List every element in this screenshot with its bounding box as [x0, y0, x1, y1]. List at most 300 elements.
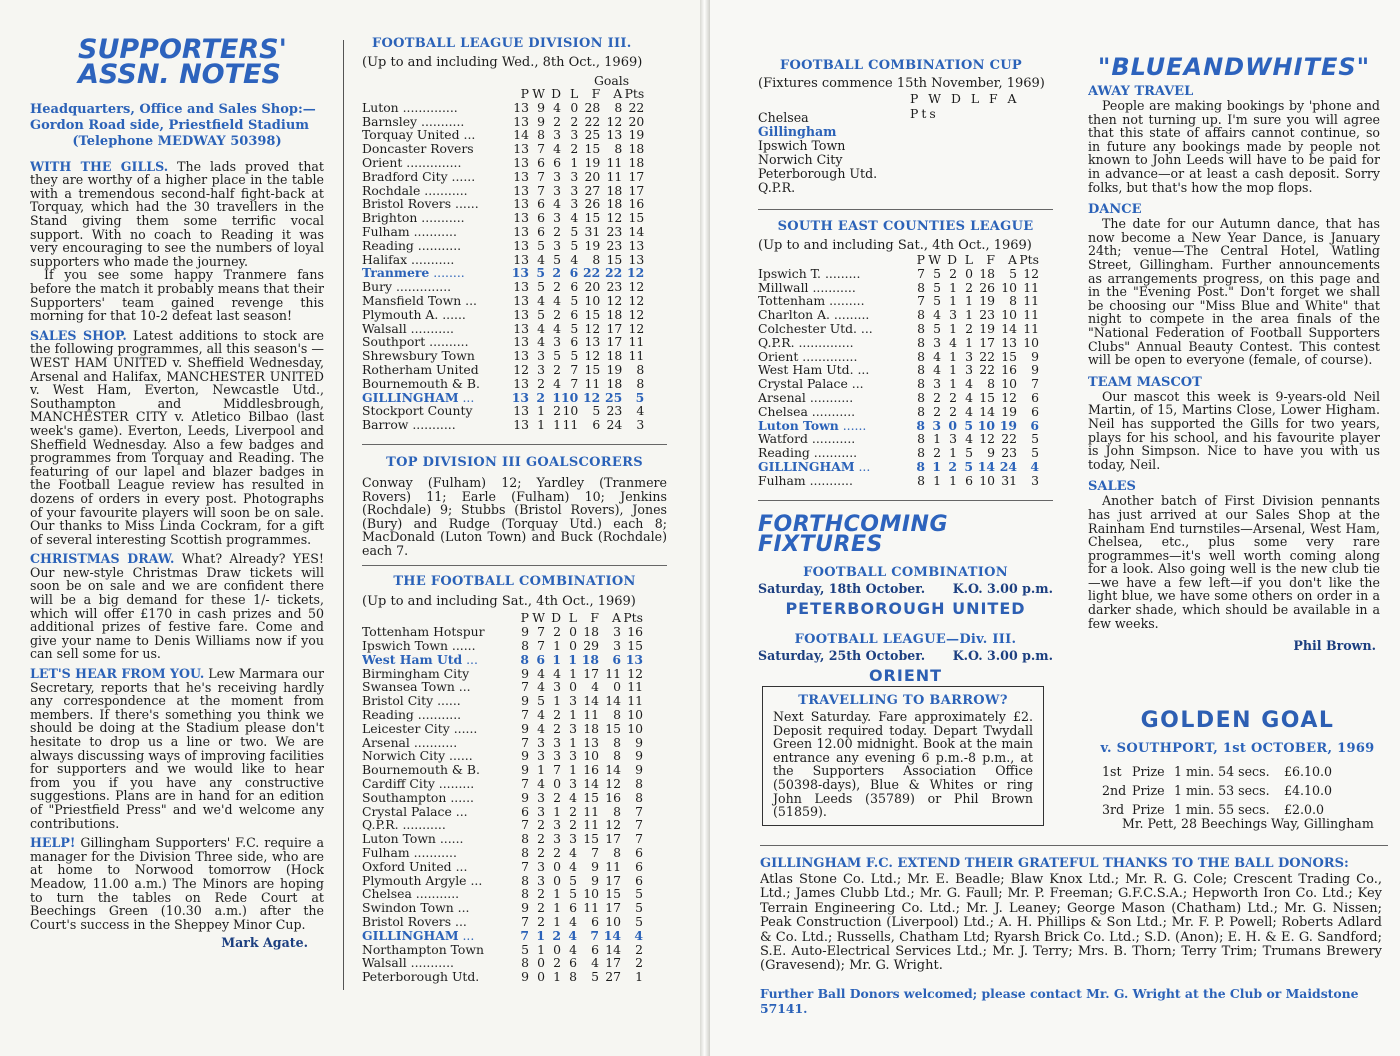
column-header-p: P	[520, 610, 529, 626]
cell-a: 12	[605, 817, 621, 833]
cell-f: 18	[581, 651, 599, 667]
leader-dots: ......	[447, 168, 476, 184]
cell-f: 20	[584, 168, 601, 184]
column-header-p: P	[520, 86, 529, 101]
cell-p: 9	[521, 900, 529, 916]
cell-a: 19	[1001, 403, 1017, 419]
cell-d: 1	[553, 886, 561, 902]
supporters-paragraph	[30, 667, 324, 830]
fixture-competition: FOOTBALL COMBINATION	[803, 565, 1008, 581]
combcup-block	[758, 91, 1053, 195]
team-name	[758, 432, 903, 446]
team-name	[362, 874, 507, 888]
cell-d: 3	[553, 679, 561, 695]
cell-d: 1	[949, 279, 957, 295]
cell-l: 6	[965, 472, 973, 488]
secl-row	[758, 294, 1039, 308]
cell-p: 8	[916, 458, 925, 474]
secl-divider	[758, 500, 1053, 501]
cell-w: 2	[933, 389, 941, 405]
cell-p: 13	[513, 348, 529, 364]
cell-a: 8	[613, 734, 621, 750]
cell-l: 2	[965, 279, 973, 295]
cell-w: 7	[537, 182, 545, 198]
ball-donors	[760, 857, 1382, 1017]
cell-a: 24	[606, 417, 623, 433]
team-label: Arsenal	[758, 389, 806, 405]
leader-dots: ..........	[425, 334, 469, 350]
cell-w: 4	[933, 307, 941, 323]
cell-pts: 4	[1030, 458, 1039, 474]
paragraph-lead: CHRISTMAS DRAW.	[30, 551, 175, 567]
cell-p: 9	[521, 665, 529, 681]
cell-w: 4	[537, 334, 545, 350]
cell-l: 4	[568, 927, 577, 943]
cell-p: 9	[521, 624, 529, 640]
donors-divider	[760, 845, 1388, 846]
cell-f: 4	[591, 679, 599, 695]
cell-d: 5	[553, 251, 561, 267]
cell-d: 2	[553, 707, 561, 723]
leader-dots: ..............	[392, 279, 452, 295]
cell-l: 2	[570, 141, 579, 157]
fixture-date-row	[758, 581, 1053, 596]
prize-label: Prize	[1132, 764, 1165, 779]
leader-dots: ......	[838, 417, 867, 433]
cell-f: 31	[584, 223, 601, 239]
team-label: Bournemouth & B.	[362, 762, 480, 778]
cell-a: 18	[606, 375, 623, 391]
cell-d: 4	[553, 375, 561, 391]
cell-l: 10	[561, 389, 579, 405]
cell-d: 1	[553, 417, 561, 433]
cell-pts: 13	[628, 251, 645, 267]
cell-l: 2	[965, 320, 973, 336]
combination-row	[362, 749, 643, 763]
cell-pts: 14	[628, 223, 645, 239]
team-label: Northampton Town	[362, 941, 484, 957]
leader-dots: ...	[466, 872, 483, 888]
cell-d: 0	[553, 941, 561, 957]
div3-row	[362, 142, 644, 156]
cell-a: 8	[613, 845, 621, 861]
cell-a: 10	[1001, 307, 1017, 323]
team-name	[362, 943, 507, 957]
cell-l: 2	[570, 113, 579, 129]
cell-w: 3	[537, 748, 545, 764]
cell-a: 8	[1009, 293, 1017, 309]
team-label: Tranmere	[362, 265, 430, 281]
cell-pts: 11	[1023, 293, 1039, 309]
supporters-paragraph	[30, 268, 324, 322]
team-label: Millwall	[758, 279, 809, 295]
cell-w: 2	[933, 445, 941, 461]
team-name	[362, 128, 507, 142]
cell-f: 17	[583, 665, 599, 681]
combcup-team: Chelsea	[758, 110, 809, 125]
cell-p: 13	[513, 210, 529, 226]
cell-d: 1	[949, 376, 957, 392]
fixture-item	[758, 565, 1053, 618]
cell-f: 14	[583, 693, 599, 709]
cell-l: 5	[964, 417, 973, 433]
cell-f: 7	[591, 845, 599, 861]
cell-f: 9	[591, 858, 599, 874]
cell-a: 0	[613, 679, 621, 695]
div3-row	[362, 349, 644, 363]
team-label: Shrewsbury Town	[362, 348, 475, 364]
team-name	[758, 446, 903, 460]
cell-l: 3	[965, 362, 973, 378]
cell-a: 11	[605, 858, 621, 874]
cell-pts: 2	[635, 955, 643, 971]
barrow-box	[762, 686, 1044, 826]
fixture-competition: FOOTBALL LEAGUE—Div. III.	[794, 632, 1017, 648]
cell-w: 1	[933, 431, 941, 447]
secl-row	[758, 377, 1039, 391]
cell-a: 23	[606, 237, 623, 253]
cell-f: 22	[583, 265, 601, 281]
hq-line1: Headquarters, Office and Sales Shop:—	[30, 101, 316, 117]
cell-f: 15	[583, 831, 599, 847]
cell-a: 15	[606, 251, 623, 267]
cell-pts: 10	[1023, 334, 1039, 350]
team-name	[362, 253, 507, 267]
team-name	[362, 363, 507, 377]
cell-f: 11	[583, 817, 599, 833]
cell-f: 18	[979, 265, 995, 281]
cell-w: 3	[537, 872, 545, 888]
cell-pts: 12	[628, 320, 645, 336]
combination-row	[362, 680, 643, 694]
cell-a: 8	[614, 141, 623, 157]
cell-p: 8	[917, 307, 925, 323]
combcup-title: FOOTBALL COMBINATION CUP	[780, 58, 1022, 73]
cell-l: 3	[569, 776, 577, 792]
cell-w: 4	[933, 362, 941, 378]
cell-d: 4	[553, 196, 561, 212]
cell-w: 5	[933, 265, 941, 281]
leader-dots: ...	[451, 803, 468, 819]
leader-dots: ...........	[409, 223, 457, 239]
cell-a: 17	[606, 334, 623, 350]
cell-p: 8	[521, 955, 529, 971]
leader-dots: ......	[433, 693, 461, 709]
cell-a: 14	[605, 941, 621, 957]
combination-table	[362, 611, 643, 984]
team-name	[362, 170, 507, 184]
cell-d: 1	[553, 969, 561, 985]
cell-p: 13	[513, 168, 529, 184]
team-label: Peterborough Utd.	[362, 969, 480, 985]
div3-row	[362, 156, 644, 170]
cell-l: 6	[569, 955, 577, 971]
cell-l: 4	[965, 389, 973, 405]
cell-a: 5	[1009, 265, 1017, 281]
cell-w: 7	[537, 168, 545, 184]
team-label: Colchester Utd.	[758, 320, 857, 336]
cell-f: 8	[987, 376, 995, 392]
team-label: Q.P.R.	[758, 334, 795, 350]
cell-w: 6	[537, 223, 545, 239]
cell-d: 2	[553, 720, 561, 736]
cell-pts: 15	[627, 638, 643, 654]
cell-d: 4	[553, 141, 561, 157]
team-name	[362, 749, 507, 763]
cell-w: 4	[537, 776, 545, 792]
cell-f: 13	[583, 734, 599, 750]
cell-l: 7	[570, 375, 579, 391]
div3-row	[362, 363, 644, 377]
team-label: Watford	[758, 431, 808, 447]
team-name	[362, 156, 507, 170]
cell-w: 1	[537, 762, 545, 778]
leader-dots: ...	[856, 320, 873, 336]
cell-l: 3	[570, 182, 579, 198]
bluewhites-section-head: TEAM MASCOT	[1088, 374, 1202, 390]
cell-w: 2	[537, 817, 545, 833]
cell-l: 11	[562, 417, 579, 433]
cell-f: 6	[591, 941, 599, 957]
cell-p: 8	[917, 320, 925, 336]
cell-d: 3	[553, 817, 561, 833]
cell-d: 1	[552, 651, 561, 667]
cell-w: 7	[537, 141, 545, 157]
cell-w: 7	[537, 638, 545, 654]
cell-pts: 19	[628, 127, 645, 143]
cell-w: 2	[537, 375, 545, 391]
cell-d: 1	[553, 803, 561, 819]
div3-row	[362, 211, 644, 225]
cell-p: 7	[521, 707, 529, 723]
cell-p: 7	[521, 817, 529, 833]
paragraph-lead: WITH THE GILLS.	[30, 158, 169, 174]
cell-a: 23	[1001, 445, 1017, 461]
team-name	[362, 211, 507, 225]
cell-l: 1	[570, 154, 579, 170]
cell-w: 6	[537, 154, 545, 170]
cell-l: 7	[570, 361, 579, 377]
cell-pts: 10	[627, 707, 643, 723]
cell-f: 22	[584, 113, 601, 129]
cell-pts: 11	[627, 693, 643, 709]
cell-d: 3	[553, 734, 561, 750]
cell-l: 6	[570, 279, 579, 295]
cell-pts: 13	[628, 237, 645, 253]
cell-l: 6	[570, 334, 579, 350]
cell-w: 1	[537, 403, 545, 419]
cell-w: 5	[537, 306, 545, 322]
team-name	[362, 308, 507, 322]
combination-row	[362, 763, 643, 777]
cell-pts: 20	[628, 113, 645, 129]
cell-f: 15	[584, 141, 601, 157]
cell-f: 15	[584, 210, 601, 226]
cell-w: 9	[537, 113, 545, 129]
cell-l: 8	[569, 969, 577, 985]
combination-row	[362, 722, 643, 736]
team-name	[362, 929, 507, 943]
prize-amount: £2.0.0	[1284, 802, 1325, 817]
cell-p: 13	[513, 99, 529, 115]
team-name	[362, 266, 507, 280]
cell-d: 4	[553, 292, 561, 308]
cell-a: 6	[612, 651, 621, 667]
cell-f: 27	[584, 182, 601, 198]
golden-goal	[1090, 708, 1385, 833]
cell-d: 3	[949, 431, 957, 447]
cell-w: 4	[537, 292, 545, 308]
cell-d: 0	[948, 417, 957, 433]
cell-l: 5	[570, 223, 579, 239]
supporters-paragraph	[30, 160, 324, 269]
team-name	[362, 280, 507, 294]
team-name	[758, 336, 903, 350]
fixtures-title: FORTHCOMING FIXTURES	[758, 511, 948, 557]
team-label: Orient	[758, 348, 799, 364]
cell-p: 8	[521, 872, 529, 888]
cell-l: 4	[570, 210, 579, 226]
cell-a: 18	[606, 306, 623, 322]
cell-pts: 5	[635, 900, 643, 916]
cell-pts: 13	[625, 651, 643, 667]
team-label: Plymouth A.	[362, 306, 439, 322]
cell-a: 14	[605, 693, 621, 709]
cell-l: 0	[569, 624, 577, 640]
team-label: Mansfield Town	[362, 292, 462, 308]
cell-p: 14	[513, 127, 529, 143]
cell-a: 14	[1001, 320, 1017, 336]
cell-l: 5	[964, 458, 973, 474]
combination-row	[362, 777, 643, 791]
div3-row	[362, 184, 644, 198]
cell-a: 11	[606, 154, 623, 170]
team-name	[362, 887, 507, 901]
secl-row	[758, 419, 1039, 433]
cell-a: 12	[605, 776, 621, 792]
leader-dots: ...........	[808, 279, 856, 295]
cell-f: 26	[584, 196, 601, 212]
cell-a: 3	[613, 638, 621, 654]
team-label: GILLINGHAM	[362, 389, 459, 405]
cell-p: 7	[521, 858, 529, 874]
bluewhites-title: "BLUEANDWHITES"	[1097, 56, 1371, 81]
cell-w: 4	[537, 679, 545, 695]
bluewhites-column	[1088, 56, 1380, 696]
supporters-title	[78, 38, 324, 88]
cell-p: 13	[513, 251, 529, 267]
paragraph-lead: HELP!	[30, 835, 76, 851]
table-header-row	[362, 87, 644, 101]
div3-row	[362, 101, 644, 115]
cell-p: 7	[520, 927, 529, 943]
donors-text: Atlas Stone Co. Ltd.; Mr. E. Beadle; Blaw Knox Ltd.; Mr. R. G. Cole; Crescent Trading Co., Ltd.; James Clubb Ltd.; Mr. G. Faull; Mr. P. Freeman; G.F.C.S.A.; Hepworth Iron Co. Ltd.; Key Terrain Engineering Co. Ltd.; Mr. J. Leaney; George Mason (Chatham) Ltd.; Mr. G. Nissen; Peak Construction (Liverpool) Ltd.; A. H. Phillips & Son Ltd.; Mr. F. P. Powell; Roberts Adlard & Co. Ltd.; Russells, Chatham Ltd; Ryarsh Brick Co. Ltd.; S.D. (Anon); E. H. & E. G. Sandford; S.E. Auto-Electrical Services Ltd.; Mr. J. Terry; Mrs. B. Thorn; Terry Trim; Trumans Brewery (Gravesend); Mr. G. Wright.	[760, 872, 1382, 974]
team-label: Luton Town	[362, 831, 436, 847]
cell-l: 1	[965, 293, 973, 309]
secl-row	[758, 432, 1039, 446]
div3-column	[362, 36, 667, 1046]
team-name	[362, 915, 507, 929]
cell-f: 25	[584, 127, 601, 143]
combcup-team: Norwich City	[758, 152, 843, 167]
cell-f: 13	[584, 334, 601, 350]
cell-p: 13	[513, 320, 529, 336]
leader-dots: ...	[854, 458, 871, 474]
cell-w: 2	[537, 845, 545, 861]
cell-a: 12	[606, 292, 623, 308]
leader-dots: ........	[429, 265, 465, 281]
paragraph-text: Lew Marmara our Secretary, reports that he's receiving hardly any correspondence at the moment from members. If there's something you think we should be doing at the Stadium please don't hesitate to drop us a line or two. We are always discussing ways of improving facilities for supporters and we would like to hear from you if you have any constructive suggestions. Plans are in hand for an edition of "Priestfield Press" and we'd welcome any contributions.	[30, 666, 324, 831]
team-name	[362, 418, 507, 432]
cell-p: 6	[521, 803, 529, 819]
leader-dots: ...	[853, 362, 870, 378]
paragraph-lead: LET'S HEAR FROM YOU.	[30, 666, 205, 682]
cell-a: 22	[605, 265, 623, 281]
div3-row	[362, 266, 644, 280]
cell-d: 3	[553, 831, 561, 847]
combination-row	[362, 901, 643, 915]
cell-a: 8	[613, 803, 621, 819]
cell-w: 0	[537, 969, 545, 985]
cell-p: 13	[513, 417, 529, 433]
cell-a: 16	[1001, 362, 1017, 378]
team-label: Rochdale	[362, 182, 421, 198]
donors-title: GILLINGHAM F.C. EXTEND THEIR GRATEFUL THANKS TO THE BALL DONORS:	[760, 857, 1349, 871]
header-blank	[362, 87, 507, 101]
team-label: GILLINGHAM	[758, 458, 855, 474]
leader-dots: ...........	[417, 113, 465, 129]
cell-p: 8	[917, 279, 925, 295]
cell-p: 8	[917, 389, 925, 405]
team-label: Reading	[362, 707, 414, 723]
cell-pts: 11	[628, 334, 645, 350]
cell-a: 3	[613, 624, 621, 640]
cell-f: 15	[584, 306, 601, 322]
cell-pts: 18	[628, 154, 645, 170]
team-label: Southampton	[362, 789, 447, 805]
cell-d: 2	[553, 789, 561, 805]
cell-d: 2	[553, 403, 561, 419]
cell-f: 19	[584, 237, 601, 253]
team-label: Barrow	[362, 417, 409, 433]
cell-l: 4	[569, 845, 577, 861]
cell-p: 8	[521, 845, 529, 861]
scorers-text: Conway (Fulham) 12; Yardley (Tranmere Rovers) 11; Earle (Fulham) 10; Jenkins (Rochdale) 9; Stubbs (Bristol Rovers), Jones (Bury) and Rudge (Torquay Utd.) each 8; MacDonald (Luton Town) and Buck (Rochdale) each 7.	[362, 474, 667, 558]
div3-row	[362, 418, 644, 432]
cell-w: 5	[537, 693, 545, 709]
team-name	[362, 184, 507, 198]
prize-label: Prize	[1132, 783, 1165, 798]
cell-f: 7	[590, 927, 599, 943]
cell-d: 1	[949, 362, 957, 378]
leader-dots: ...........	[420, 182, 468, 198]
team-name	[362, 377, 507, 391]
leader-dots: ...........	[807, 431, 856, 447]
cell-l: 0	[570, 99, 579, 115]
donors-footer: Further Ball Donors welcomed; please contact Mr. G. Wright at the Club or Maidstone 57141.	[760, 985, 1359, 1016]
cell-pts: 6	[635, 872, 643, 888]
column-header-a: A	[612, 610, 621, 626]
cell-f: 11	[583, 803, 599, 819]
leader-dots: ...........	[805, 389, 854, 405]
team-name	[758, 308, 903, 322]
cell-f: 28	[584, 99, 601, 115]
leader-dots: ...	[847, 376, 864, 392]
cell-w: 0	[537, 955, 545, 971]
team-name	[758, 460, 903, 474]
team-label: Rotherham United	[362, 361, 479, 377]
secl-table	[758, 253, 1039, 488]
